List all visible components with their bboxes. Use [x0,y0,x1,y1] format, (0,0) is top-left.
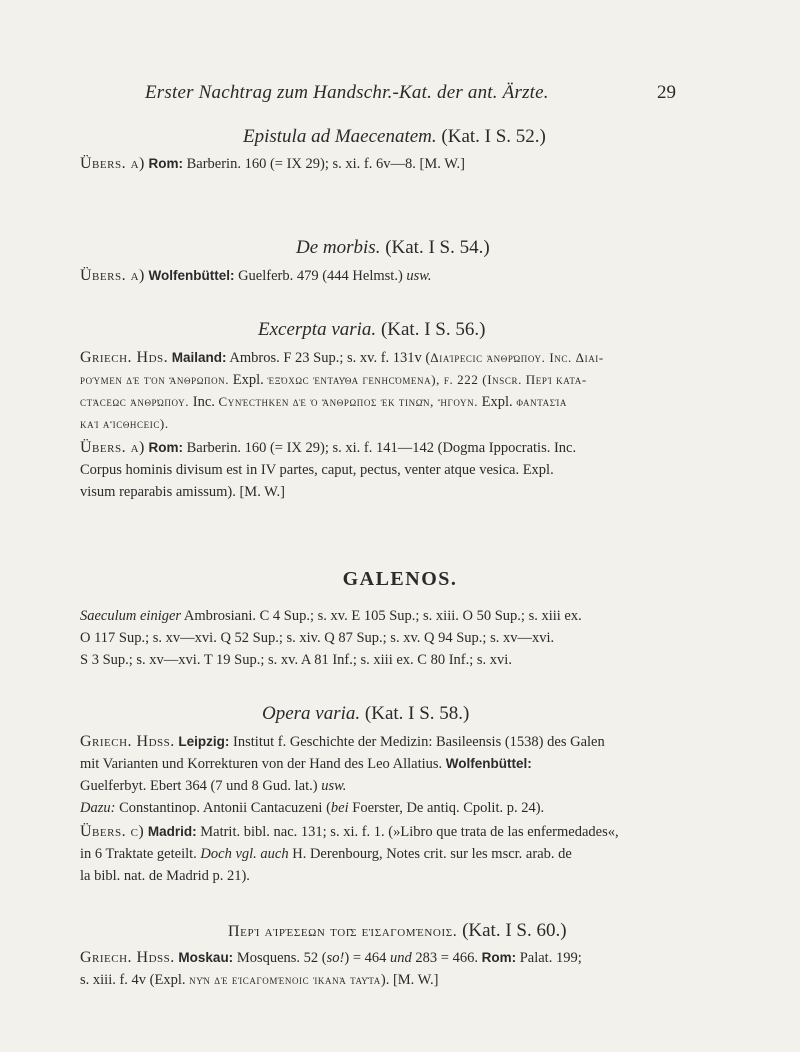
entry-text: H. Derenbourg, Notes crit. sur les mscr. arab. de [288,846,572,862]
entry-text: Inc. [189,394,219,410]
catalog-reference: (Kat. I S. 54.) [385,237,490,258]
entry-text: Guelferbyt. Ebert 364 (7 und 8 Gud. lat.) [80,778,318,794]
entry-text: S 3 Sup.; s. xv—xvi. T 19 Sup.; s. xv. A 81 Inf.; s. xiii ex. C 80 Inf.; s. xvi. [80,652,512,668]
section-title-text: Περὶ αἱρέσεων τοῖς εἰσαγομένοις. [228,923,458,940]
entry-text: Institut f. Geschichte der Medizin: Basileensis (1538) des Galen [233,734,605,750]
place-name: Wolfenbüttel: [148,268,235,283]
entry-line [80,844,572,864]
entry-line [80,948,582,968]
entry-text: s. xiii. f. 4v (Expl. [80,972,190,988]
catalog-reference: (Kat. I S. 58.) [364,703,470,724]
entry-text: O 117 Sup.; s. xv—xvi. Q 52 Sup.; s. xiv. Q 87 Sup.; s. xv. Q 94 Sup.; s. xv—xvi. [80,630,555,646]
entry-lead: Griech. Hds. [80,349,169,366]
entry-text-italic: Dazu: [80,800,116,816]
entry-text: Guelferb. 479 (444 Helmst.) [238,268,403,284]
greek-text: νῦν δὲ εἰcαγομένοιc ἱκανὰ ταῦτα [189,972,381,987]
catalog-reference: (Kat. I S. 52.) [441,126,546,147]
section-title-opera-varia [262,703,469,725]
entry-text: Corpus hominis divisum est in IV partes, caput, pectus, venter atque vesica. Expl. [80,462,554,478]
entry-text-italic: bei [330,800,349,816]
entry-lead: Übers. a) [80,439,145,456]
entry-text: Constantinop. Antonii Cantacuzeni ( [115,800,331,816]
entry-line [80,348,604,368]
entry-line [80,798,544,818]
section-title-text: De morbis. [296,237,381,258]
entry-lead: Übers. a) [80,155,145,172]
greek-text: cτάcεωc ἀνθρώπου. [80,394,190,409]
place-name: Rom: [481,950,517,965]
entry-line [80,414,169,434]
entry-line [80,482,285,502]
entry-line [80,732,605,752]
entry-text: Ambrosiani. C 4 Sup.; s. xv. E 105 Sup.; s. xiii. O 50 Sup.; s. xiii ex. [181,608,582,624]
running-head: Erster Nachtrag zum Handschr.-Kat. der ant. Ärzte. [145,82,549,103]
greek-text: ρούμεν δὲ τὸν ἄνθρωπον. [80,372,230,387]
place-name: Wolfenbüttel: [445,756,532,771]
entry-text: Foerster, De antiq. Cpolit. p. 24). [348,800,545,816]
entry-text: in 6 Traktate geteilt. [80,846,197,862]
entry-text: la bibl. nat. de Madrid p. 21). [80,868,250,884]
entry-line [80,776,346,796]
entry-lead: Übers. c) [80,823,145,840]
author-heading-galenos: GALENOS. [342,568,458,590]
entry-lead: Griech. Hdss. [80,733,175,750]
section-title-epistula [243,126,546,148]
entry-line [80,754,532,774]
section-title-de-morbis [296,237,490,259]
entry-line [80,392,567,412]
entry-line [80,606,582,626]
entry-line [80,370,587,390]
entry-text: Ambros. F 23 Sup.; s. xv. f. 131v ( [229,350,431,366]
entry-text-italic: usw. [406,268,432,284]
entry-text: ) = 464 [344,950,387,966]
entry-line [80,650,512,670]
entry-text: Mosquens. 52 ( [236,950,327,966]
entry-lead: Griech. Hdss. [80,949,175,966]
section-title-peri-haireseon [228,920,567,942]
entry-text: visum reparabis amissum). [M. W.] [80,484,285,500]
entry-line [80,822,619,842]
entry-line [80,438,576,458]
entry-text-italic: usw. [321,778,347,794]
entry-text: Expl. [478,394,517,410]
entry-text: ). [M. W.] [380,972,439,988]
entry-text: Barberin. 160 (= IX 29); s. xi. f. 6v—8. [M. W.] [186,156,466,172]
entry-text-italic: Saeculum einiger [80,608,182,624]
section-title-excerpta [258,319,485,341]
entry-text-italic: und [390,950,412,966]
place-name: Leipzig: [178,734,230,749]
catalog-reference: (Kat. I S. 56.) [380,319,486,340]
greek-text: Cυνέcτηκεν δὲ ὁ ἄνθρωπος ἐκ τινῶν, ἤγουν. [218,394,479,409]
section-title-text: Opera varia. [262,703,361,724]
place-name: Moskau: [178,950,234,965]
entry-text: 283 = 466. [411,950,478,966]
entry-text: Palat. 199; [519,950,582,966]
section-title-text: Excerpta varia. [258,319,377,340]
page-number: 29 [657,82,676,103]
greek-text: φαντασία [516,394,567,409]
entry-text: mit Varianten und Korrekturen von der Hand des Leo Allatius. [80,756,443,772]
catalog-reference: (Kat. I S. 60.) [462,920,567,941]
entry-line [80,866,250,886]
place-name: Mailand: [171,350,227,365]
greek-text: Διαίρεcιc ἀνθρώπου. Inc. Διαι- [430,350,604,365]
entry-lead: Übers. a) [80,267,145,284]
entry-line [80,628,554,648]
entry-text: Expl. [229,372,268,388]
entry-line [80,460,554,480]
place-name: Rom: [148,440,183,455]
entry-line [80,154,465,174]
section-title-text: Epistula ad Maecenatem. [243,126,437,147]
place-name: Madrid: [147,824,197,839]
entry-text: Barberin. 160 (= IX 29); s. xi. f. 141—142 (Dogma Ippocratis. Inc. [186,440,577,456]
greek-text: ἑξόχωc ἐνταῦθα γενηcόμενα), f. 222 (Inscr. Περὶ κατα- [267,372,587,387]
entry-text: Matrit. bibl. nac. 131; s. xi. f. 1. (»Libro que trata de las enfermedades«, [200,824,619,840]
greek-text: καὶ αἴcθηcειc). [80,416,169,431]
entry-text-italic: so! [326,950,345,966]
entry-line [80,266,432,286]
entry-text-italic: Doch vgl. auch [200,846,289,862]
entry-line [80,970,438,990]
place-name: Rom: [148,156,183,171]
